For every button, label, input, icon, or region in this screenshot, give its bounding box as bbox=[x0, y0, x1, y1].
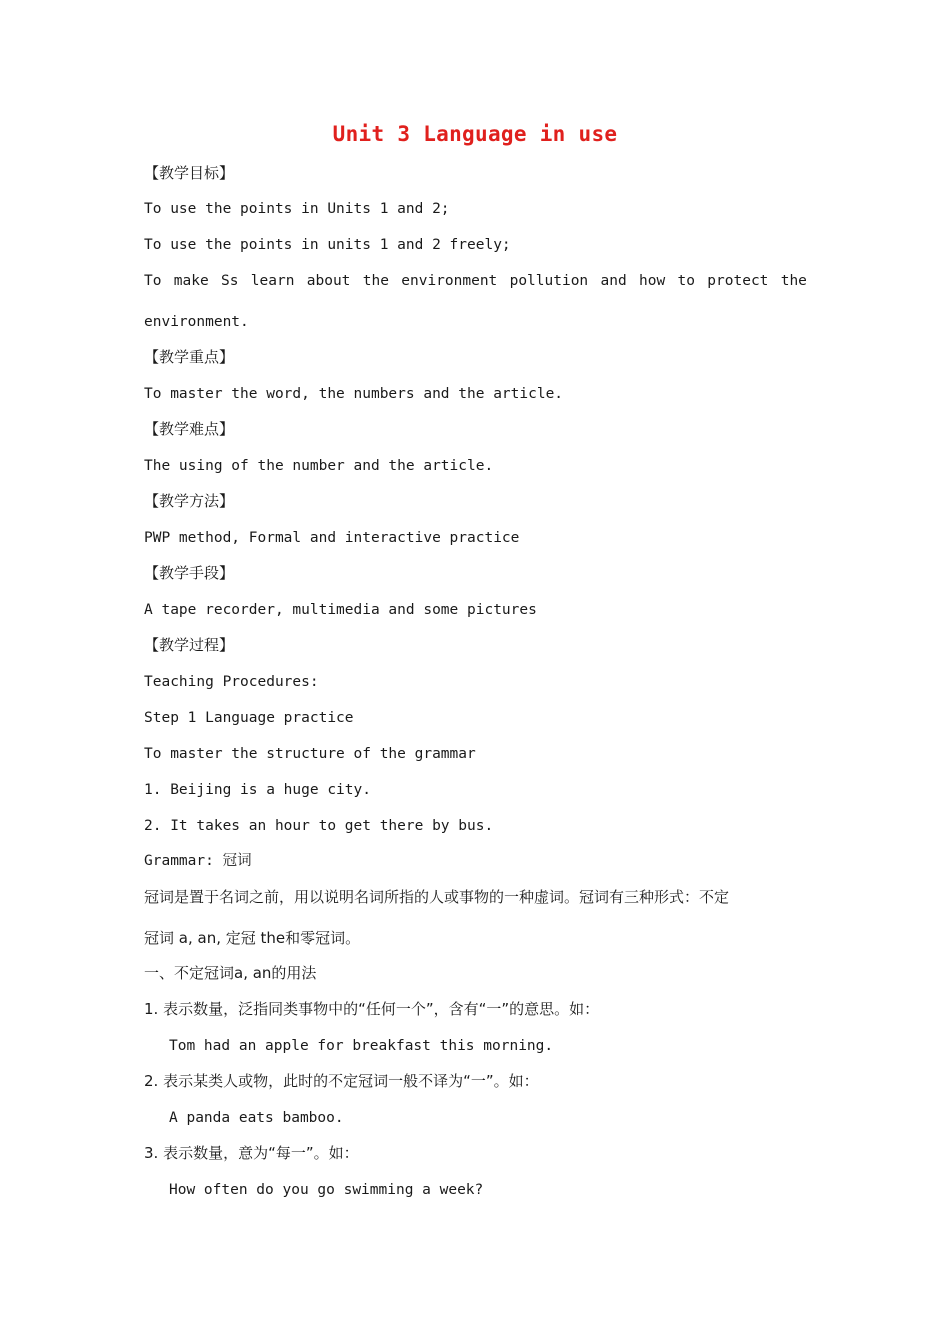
objective-line-3-continued: environment. bbox=[144, 314, 249, 330]
rule-2: 2. 表示某类人或物，此时的不定冠词一般不译为“一”。如： bbox=[144, 1072, 539, 1090]
objective-line-3 bbox=[144, 271, 807, 291]
aids-heading: 【教学手段】 bbox=[144, 564, 235, 582]
word: To bbox=[144, 273, 162, 289]
grammar-structure: To master the structure of the grammar bbox=[144, 746, 476, 762]
key-points-heading: 【教学重点】 bbox=[144, 348, 235, 366]
objective-line-2: To use the points in units 1 and 2 freely; bbox=[144, 237, 511, 253]
rule-3: 3. 表示数量，意为“每一”。如： bbox=[144, 1144, 359, 1162]
grammar-topic: Grammar: 冠词 bbox=[144, 853, 252, 869]
rule-1: 1. 表示数量，泛指同类事物中的“任何一个”，含有“一”的意思。如： bbox=[144, 1000, 600, 1018]
example-sentence-1: 1. Beijing is a huge city. bbox=[144, 782, 371, 798]
document-title: Unit 3 Language in use bbox=[332, 122, 618, 146]
rule-3-example: How often do you go swimming a week? bbox=[169, 1182, 484, 1198]
aids-text: A tape recorder, multimedia and some pictures bbox=[144, 602, 537, 618]
article-definition-line-1: 冠词是置于名词之前，用以说明名词所指的人或事物的一种虚词。冠词有三种形式：不定 bbox=[144, 888, 730, 906]
objectives-heading: 【教学目标】 bbox=[144, 164, 235, 182]
word: how bbox=[639, 273, 666, 289]
article-definition-line-2: 冠词 a, an, 定冠 the和零冠词。 bbox=[144, 929, 361, 947]
word: the bbox=[780, 273, 807, 289]
teaching-procedures: Teaching Procedures: bbox=[144, 674, 319, 690]
word: Ss bbox=[221, 273, 239, 289]
difficulties-heading: 【教学难点】 bbox=[144, 420, 235, 438]
word: pollution bbox=[509, 273, 589, 289]
rule-2-example: A panda eats bamboo. bbox=[169, 1110, 344, 1126]
word: the bbox=[362, 273, 389, 289]
methods-heading: 【教学方法】 bbox=[144, 492, 235, 510]
process-heading: 【教学过程】 bbox=[144, 636, 235, 654]
key-points-text: To master the word, the numbers and the article. bbox=[144, 386, 564, 402]
methods-text: PWP method, Formal and interactive practice bbox=[144, 530, 520, 546]
word: about bbox=[306, 273, 351, 289]
difficulties-text: The using of the number and the article. bbox=[144, 458, 494, 474]
word: protect bbox=[707, 273, 769, 289]
step-1: Step 1 Language practice bbox=[144, 710, 354, 726]
objective-line-1: To use the points in Units 1 and 2; bbox=[144, 201, 450, 217]
word: to bbox=[677, 273, 695, 289]
word: learn bbox=[250, 273, 295, 289]
rule-1-example: Tom had an apple for breakfast this morning. bbox=[169, 1038, 554, 1054]
section-heading-indefinite-article: 一、不定冠词a, an的用法 bbox=[144, 964, 317, 982]
word: make bbox=[173, 273, 209, 289]
word: and bbox=[600, 273, 627, 289]
word: environment bbox=[401, 273, 498, 289]
example-sentence-2: 2. It takes an hour to get there by bus. bbox=[144, 818, 494, 834]
